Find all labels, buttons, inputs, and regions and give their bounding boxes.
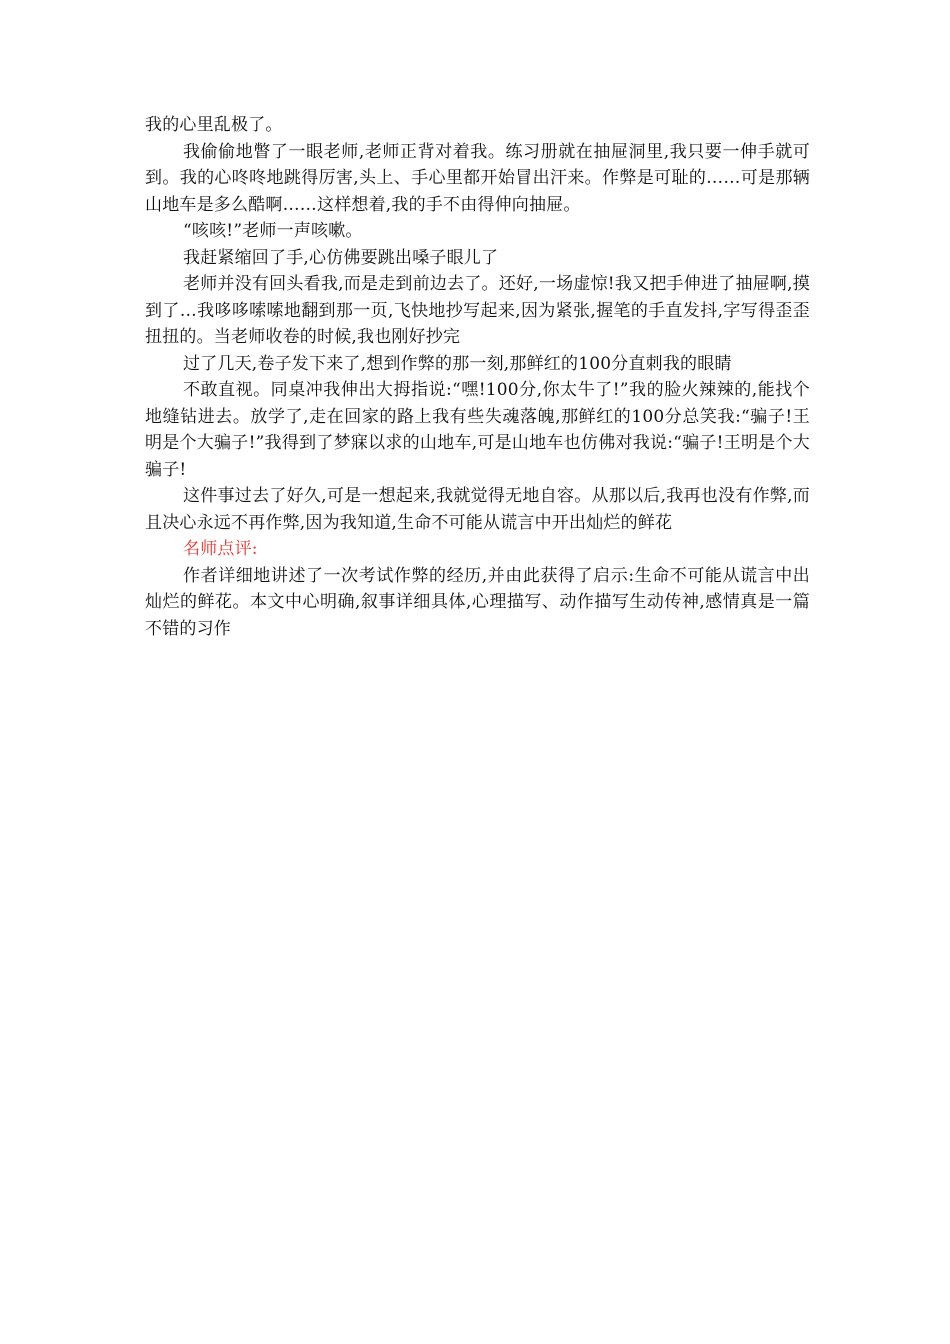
paragraph-2: 我偷偷地瞥了一眼老师,老师正背对着我。练习册就在抽屉洞里,我只要一伸手就可到。我的心咚咚地跳得厉害,头上、手心里都开始冒出汗来。作弊是可耻的……可是那辆山地车是多么酷啊……这样想着,我的手不由得伸向抽屉。 xyxy=(145,141,810,215)
paragraph-7: 不敢直视。同桌冲我伸出大拇指说:“嘿!100分,你太牛了!”我的脸火辣辣的,能找个地缝钻进去。放学了,走在回家的路上我有些失魂落魄,那鲜红的100分总笑我:“骗子!王明是个大骗子!”我得到了梦寐以求的山地车,可是山地车也仿佛对我说:“骗子!王明是个大骗子! xyxy=(145,380,810,480)
review-text: 作者详细地讲述了一次考试作弊的经历,并由此获得了启示:生命不可能从谎言中出灿烂的鲜花。本文中心明确,叙事详细具体,心理描写、动作描写生动传神,感情真是一篇不错的习作 xyxy=(145,565,810,639)
document-body xyxy=(145,112,810,642)
paragraph-4: 我赶紧缩回了手,心仿佛要跳出嗓子眼儿了 xyxy=(183,247,499,268)
paragraph-6: 过了几天,卷子发下来了,想到作弊的那一刻,那鲜红的100分直刺我的眼睛 xyxy=(183,353,732,374)
paragraph-3: “咳咳!”老师一声咳嗽。 xyxy=(183,221,363,241)
paragraph-5: 老师并没有回头看我,而是走到前边去了。还好,一场虚惊!我又把手伸进了抽屉啊,摸到了…我哆哆嗦嗦地翻到那一页,飞快地抄写起来,因为紧张,握笔的手直发抖,字写得歪歪扭扭的。当老师收卷的时候,我也刚好抄完 xyxy=(145,274,810,347)
review-heading: 名师点评: xyxy=(183,539,258,559)
paragraph-1: 我的心里乱极了。 xyxy=(145,115,283,135)
paragraph-8: 这件事过去了好久,可是一想起来,我就觉得无地自容。从那以后,我再也没有作弊,而且决心永远不再作弊,因为我知道,生命不可能从谎言中开出灿烂的鲜花 xyxy=(145,486,810,533)
